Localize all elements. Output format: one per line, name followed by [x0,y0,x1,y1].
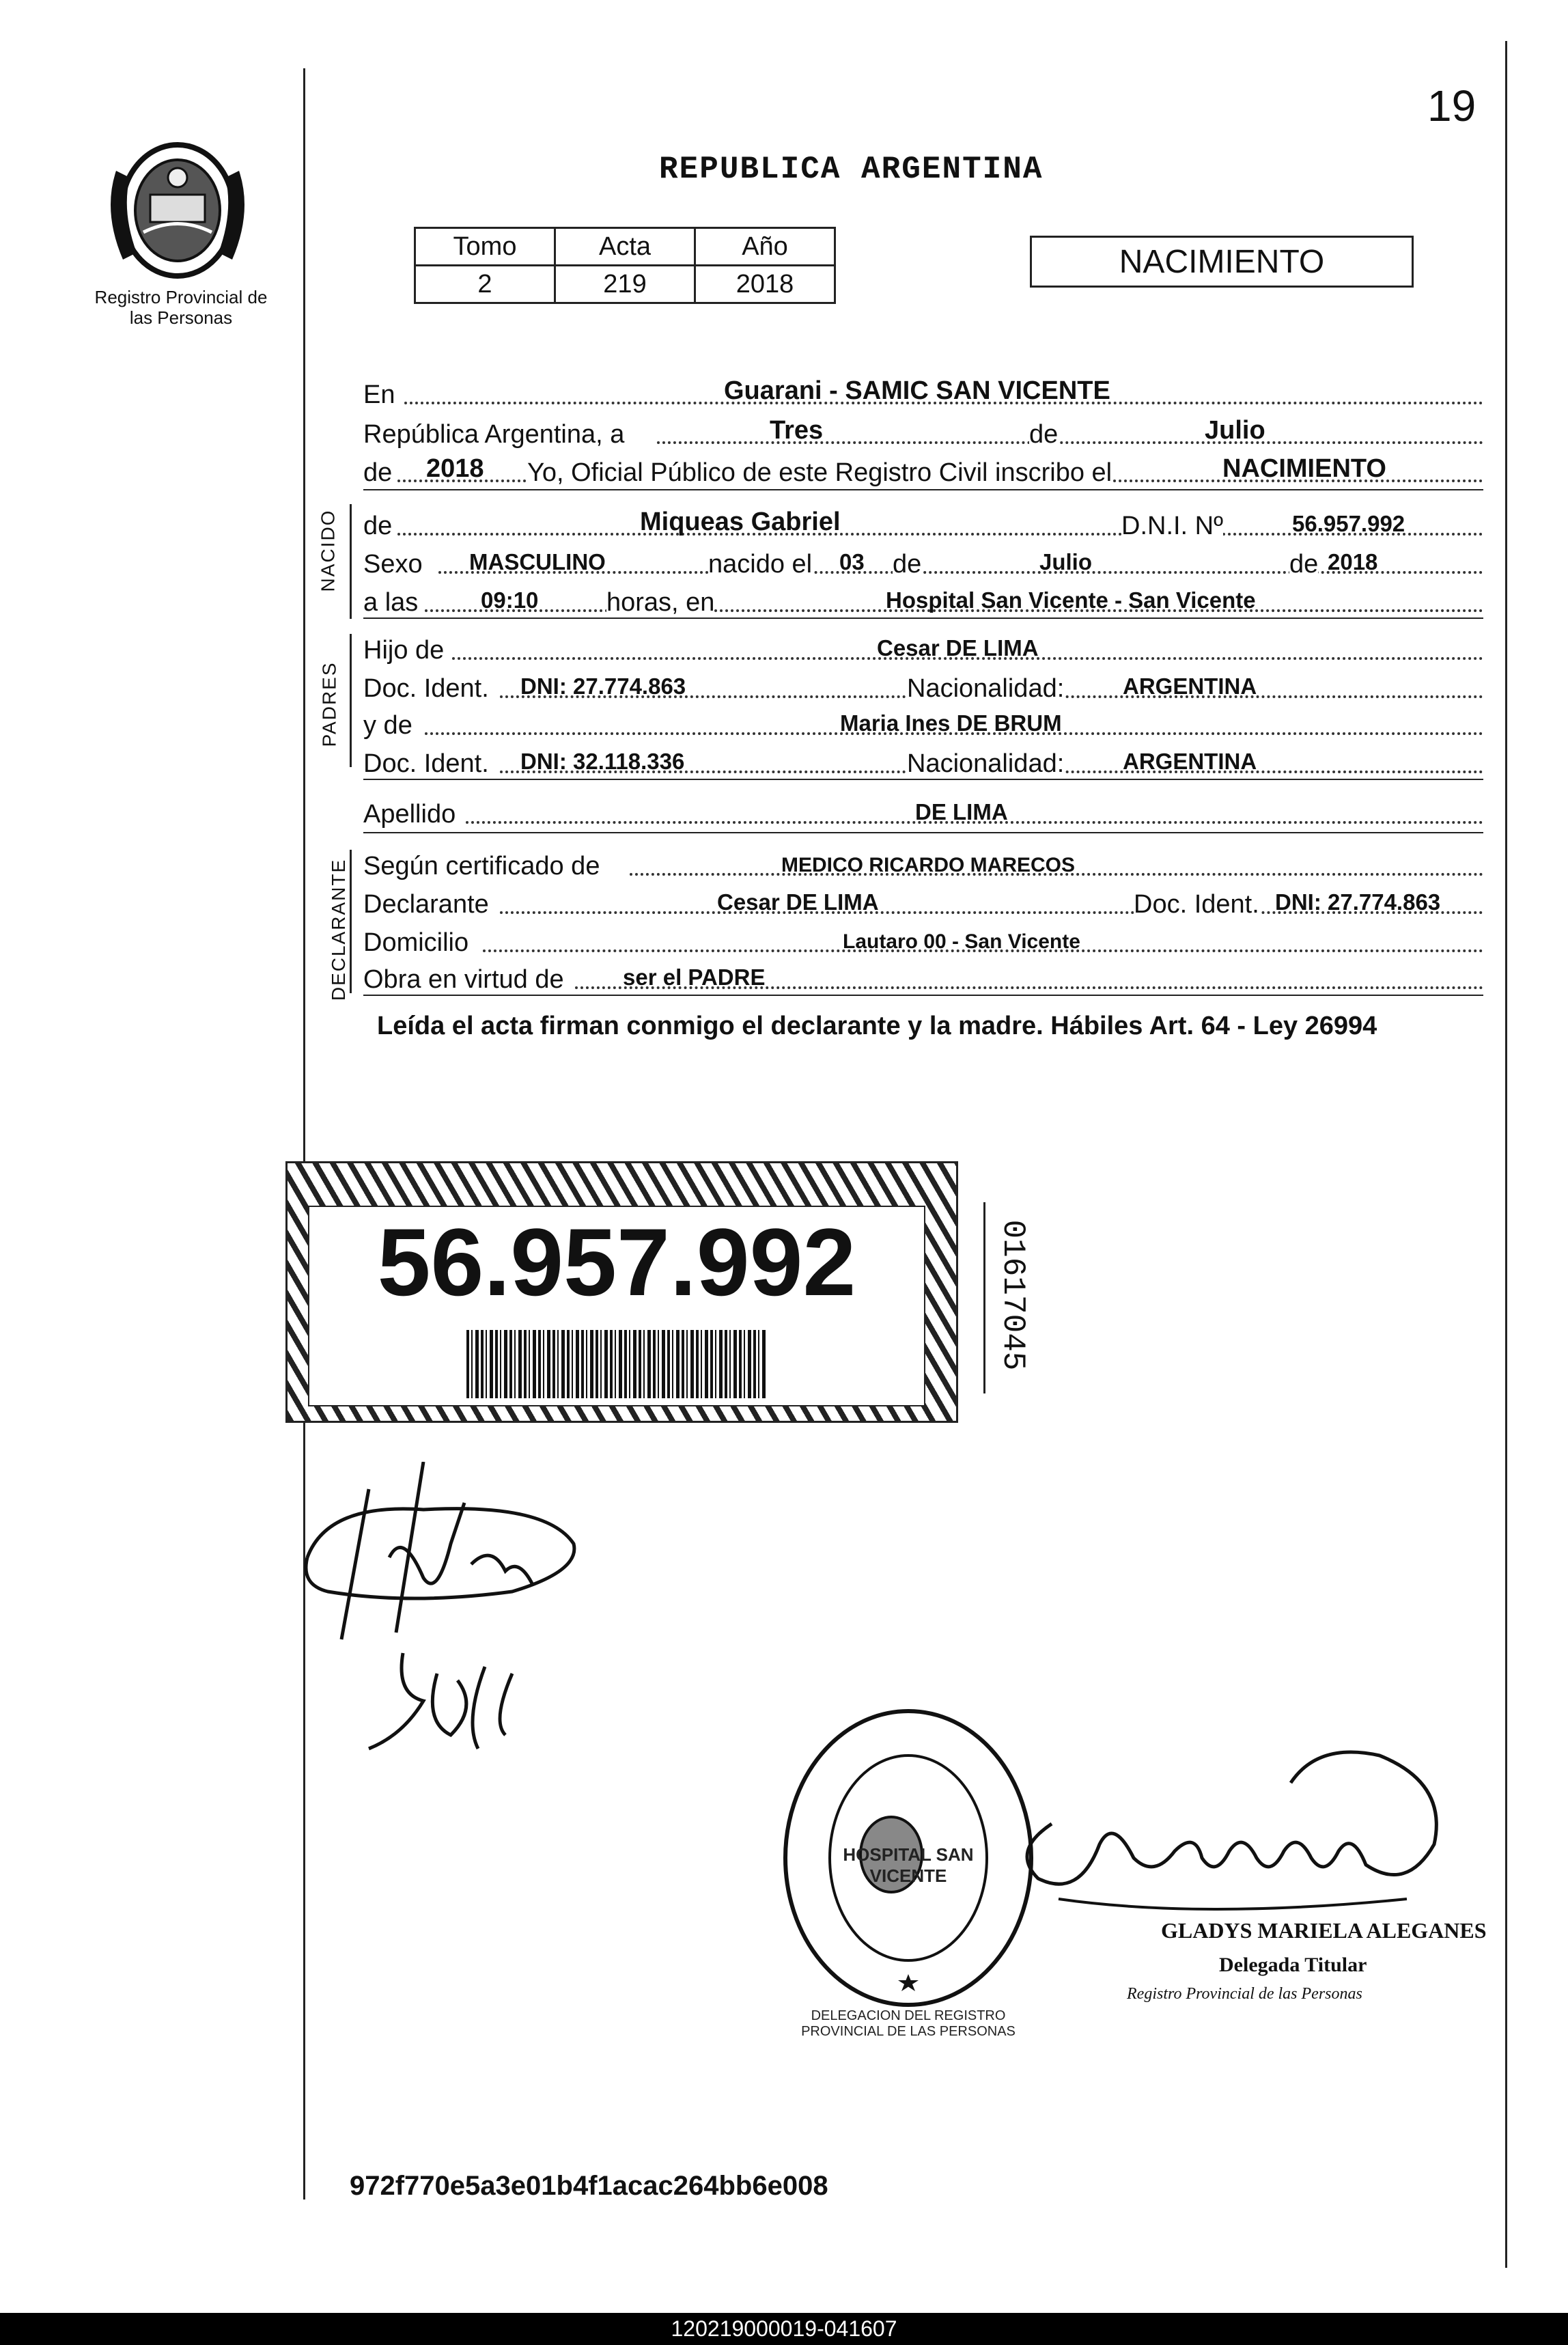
surname-label: Apellido [363,800,456,829]
document-hash: 972f770e5a3e01b4f1acac264bb6e008 [350,2171,828,2201]
birth-year: 2018 [1328,549,1378,574]
sticker-serial-strip [983,1202,1040,1393]
place-label: En [363,380,395,409]
row-time [363,582,1483,622]
republic-label: República Argentina, a [363,420,625,449]
declarant-doc: DNI: 27.774.863 [1275,889,1441,915]
declarant-doc-label: Doc. Ident. [1134,890,1259,919]
row-surname [363,794,1483,833]
certificate-label: Según certificado de [363,852,600,880]
row-place [363,374,1483,414]
section-born: NACIDO [317,509,339,592]
sticker-inner [308,1206,925,1406]
row-mother [363,705,1483,745]
of-label: de [1029,420,1059,449]
child-of-label: Hijo de [363,636,445,665]
row-certificate [363,846,1483,885]
row-father-doc [363,668,1483,708]
divider-2 [363,618,1483,619]
row-mother-doc [363,743,1483,783]
father-nationality-label: Nacionalidad: [907,674,1065,703]
stamp-inner-text: HOSPITAL SAN VICENTE [843,1844,974,1886]
divider-3 [363,779,1483,780]
time-label: a las [363,588,419,617]
day-words: Tres [770,416,824,445]
declarant-label: Declarante [363,890,489,919]
surname-value: DE LIMA [915,799,1008,824]
row-acts-by [363,959,1483,999]
sex-value: MASCULINO [469,549,606,574]
official-role: Delegada Titular [1219,1954,1367,1976]
mother-nationality: ARGENTINA [1123,749,1257,774]
row-father [363,630,1483,669]
header-acta: Acta [555,228,695,266]
row-date-words [363,414,1483,454]
sex-label: Sexo [363,550,423,579]
act-type-box: NACIMIENTO [1030,236,1414,288]
officer-text: Yo, Oficial Público de este Registro Civil inscribo el [527,458,1112,487]
year-prefix: de [363,458,393,487]
dni-label: D.N.I. Nº [1121,512,1223,540]
reference-table [414,227,836,304]
barcode-icon [466,1330,767,1398]
closing-text: Leída el acta firman conmigo el declarante y la madre. Hábiles Art. 64 - Ley 26994 [377,1012,1377,1040]
document-title: REPUBLICA ARGENTINA [659,152,1044,187]
born-label: nacido el [708,550,813,579]
hours-label: horas, en [606,588,715,617]
divider-1 [363,489,1483,490]
born-bracket [350,504,352,619]
place-value: Guarani - SAMIC SAN VICENTE [724,376,1110,405]
dni-sticker [285,1161,958,1423]
father-name: Cesar DE LIMA [877,635,1039,661]
declarant-bracket [350,850,352,993]
official-signature-icon [997,1742,1461,1947]
left-margin-line [303,68,305,2200]
right-margin-line [1505,41,1507,2268]
name-label: de [363,512,393,540]
misiones-coat-of-arms-icon [102,130,253,287]
sticker-serial: 01617045 [995,1219,1031,1371]
mother-name: Maria Ines DE BRUM [840,710,1062,736]
birth-day: 03 [839,549,865,574]
row-address [363,922,1483,962]
father-doc: DNI: 27.774.863 [520,674,686,699]
father-nationality: ARGENTINA [1123,674,1257,699]
year-value: 2018 [426,454,484,483]
row-sex [363,544,1483,583]
mother-nationality-label: Nacionalidad: [907,749,1065,778]
footer-id: 120219000019-041607 [0,2313,1568,2345]
month-value: Julio [1205,416,1265,445]
mother-doc: DNI: 32.118.336 [520,749,685,774]
value-acta: 219 [555,266,695,303]
section-declarant: DECLARANTE [328,858,350,1001]
time-value: 09:10 [481,587,539,613]
official-subtitle: Registro Provincial de las Personas [1127,1985,1362,2003]
value-ano: 2018 [695,266,835,303]
and-of-label: y de [363,711,412,740]
name-value: Miqueas Gabriel [640,508,841,536]
parents-bracket [350,634,352,767]
value-tomo: 2 [415,266,555,303]
dni-value: 56.957.992 [1292,511,1405,536]
row-officer [363,452,1483,492]
father-doc-label: Doc. Ident. [363,674,489,703]
act-kind: NACIMIENTO [1222,454,1386,483]
birth-of-label: de [893,550,922,579]
row-declarant [363,884,1483,924]
birth-year-label: de [1289,550,1319,579]
declarant-signature-icon [287,1462,615,1817]
acts-by-value: ser el PADRE [623,965,766,990]
page-number: 19 [1427,81,1476,130]
address-label: Domicilio [363,928,469,957]
row-name [363,505,1483,545]
certificate-value: MEDICO RICARDO MARECOS [781,854,1076,876]
acts-by-label: Obra en virtud de [363,965,564,994]
divider-4 [363,832,1483,833]
stamp-ring-text: DELEGACION DEL REGISTRO PROVINCIAL DE LAS PERSONAS [801,2008,1016,2039]
sticker-number: 56.957.992 [377,1208,856,1316]
declarant-value: Cesar DE LIMA [717,889,879,915]
mother-doc-label: Doc. Ident. [363,749,489,778]
section-parents: PADRES [318,661,340,747]
registry-caption: Registro Provincial de las Personas [94,287,268,328]
divider-5 [363,995,1483,996]
official-name: GLADYS MARIELA ALEGANES [1161,1918,1487,1943]
birth-place: Hospital San Vicente - San Vicente [886,587,1256,613]
header-tomo: Tomo [415,228,555,266]
header-ano: Año [695,228,835,266]
birth-month: Julio [1039,549,1093,574]
address-value: Lautaro 00 - San Vicente [843,930,1080,953]
